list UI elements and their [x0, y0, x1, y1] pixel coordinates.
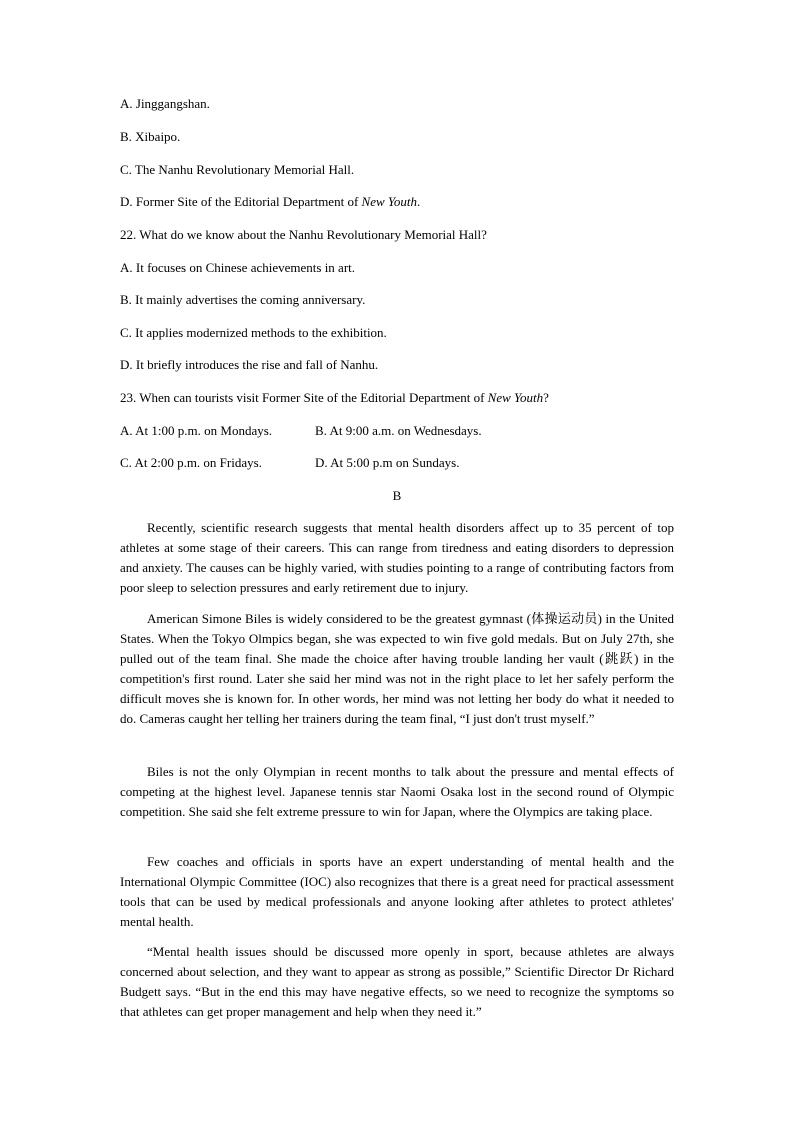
paragraph-5: “Mental health issues should be discussed more openly in sport, because athletes are always concerned about selection, and they want to appear as strong as possible,” Scientific Director Dr Richard Budgett says. “But in the end this may have negative effects, so we need to recognize the symptoms so that athletes can get proper management and help when they need it.”: [120, 944, 674, 1019]
q21-option-c: C. The Nanhu Revolutionary Memorial Hall.: [120, 162, 355, 177]
q21-option-d-suffix: .: [417, 194, 421, 209]
q22-option-a: A. It focuses on Chinese achievements in art.: [120, 260, 356, 275]
q23-question-prefix: 23. When can tourists visit Former Site of the Editorial Department of: [120, 390, 488, 405]
paragraph-3: Biles is not the only Olympian in recent months to talk about the pressure and mental effects of competing at the highest level. Japanese tennis star Naomi Osaka lost in the second round of Olympic competition. She said she felt extreme pressure to win for Japan, where the Olympics are taking place.: [120, 764, 674, 819]
q21-option-b: B. Xibaipo.: [120, 129, 181, 144]
q23-question-suffix: ?: [543, 390, 549, 405]
q22-option-c: C. It applies modernized methods to the exhibition.: [120, 325, 387, 340]
q23-option-a: A. At 1:00 p.m. on Mondays.: [120, 423, 273, 438]
q21-option-d-prefix: D. Former Site of the Editorial Department of: [120, 194, 362, 209]
q23-question: [120, 390, 549, 406]
q22-question: 22. What do we know about the Nanhu Revolutionary Memorial Hall?: [120, 227, 487, 242]
q23-option-b: B. At 9:00 a.m. on Wednesdays.: [315, 423, 482, 438]
q22-option-d: D. It briefly introduces the rise and fall of Nanhu.: [120, 357, 379, 372]
q23-question-title: New Youth: [487, 390, 544, 405]
q23-option-d: D. At 5:00 p.m on Sundays.: [315, 455, 460, 470]
section-heading: B: [392, 488, 402, 503]
paragraph-2: American Simone Biles is widely considered to be the greatest gymnast (体操运动员) in the United States. When the Tokyo Olmpics began, she was expected to win five gold medals. But on July 27th, she pulled out of the team final. She made the choice after having trouble landing her vault (跳跃) in the competition's first round. Later she said her mind was not in the right place to let her safely perform the difficult moves she is known for. In other words, her mind was not letting her body do what it needed to do. Cameras caught her telling her trainers during the team final, “I just don't trust myself.”: [120, 611, 674, 726]
q21-option-d: [120, 194, 420, 210]
q23-option-c: C. At 2:00 p.m. on Fridays.: [120, 455, 262, 470]
paragraph-1: Recently, scientific research suggests that mental health disorders affect up to 35 percent of top athletes at some stage of their careers. This can range from tiredness and eating disorders to depression and anxiety. The causes can be highly varied, with studies pointing to a range of contributing factors from poor sleep to selection pressures and early retirement due to injury.: [120, 520, 674, 595]
q21-option-d-title: New Youth: [361, 194, 418, 209]
paragraph-4: Few coaches and officials in sports have an expert understanding of mental health and the International Olympic Committee (IOC) also recognizes that there is a great need for practical assessment tools that can be used by medical professionals and anyone looking after athletes to protect athletes' mental health.: [120, 854, 674, 929]
q21-option-a: A. Jinggangshan.: [120, 96, 210, 111]
q22-option-b: B. It mainly advertises the coming anniversary.: [120, 292, 366, 307]
